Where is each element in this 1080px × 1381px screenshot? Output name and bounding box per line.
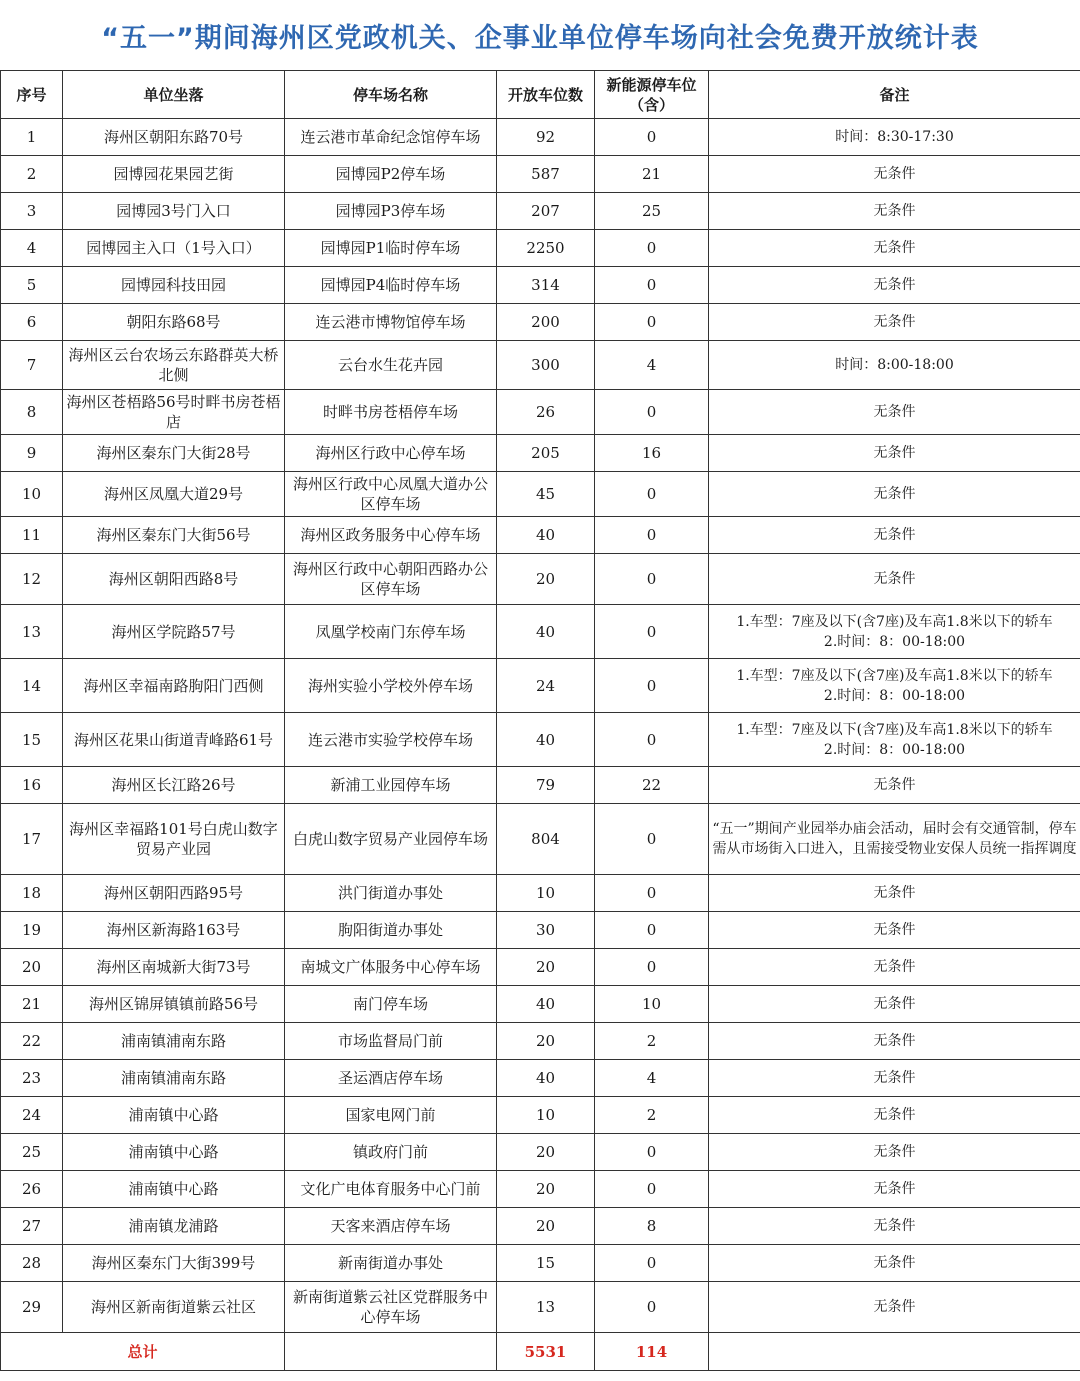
- cell-seq: 15: [1, 713, 63, 767]
- cell-ev: 0: [595, 659, 709, 713]
- cell-spaces: 200: [497, 304, 595, 341]
- cell-address: 海州区朝阳西路95号: [63, 875, 285, 912]
- cell-seq: 4: [1, 230, 63, 267]
- cell-note: 时间：8:30-17:30: [709, 119, 1080, 156]
- cell-ev: 0: [595, 230, 709, 267]
- cell-spaces: 10: [497, 875, 595, 912]
- cell-seq: 8: [1, 390, 63, 435]
- table-row: [1, 1060, 1080, 1097]
- cell-spaces: 40: [497, 605, 595, 659]
- cell-name: 白虎山数字贸易产业园停车场: [285, 804, 497, 875]
- cell-name: 园博园P1临时停车场: [285, 230, 497, 267]
- cell-ev: 4: [595, 341, 709, 390]
- cell-spaces: 10: [497, 1097, 595, 1134]
- header-note: 备注: [709, 71, 1080, 119]
- cell-name: 镇政府门前: [285, 1134, 497, 1171]
- note-line: 1.车型：7座及以下(含7座)及车高1.8米以下的轿车: [736, 613, 1053, 630]
- table-row: [1, 986, 1080, 1023]
- cell-address: 海州区凤凰大道29号: [63, 472, 285, 517]
- cell-name: 园博园P3停车场: [285, 193, 497, 230]
- table-row: [1, 1171, 1080, 1208]
- table-row: [1, 912, 1080, 949]
- cell-address: 浦南镇浦南东路: [63, 1060, 285, 1097]
- cell-spaces: 13: [497, 1282, 595, 1333]
- note-line: 2.时间：8：00-18:00: [823, 687, 966, 704]
- cell-ev: 0: [595, 1282, 709, 1333]
- cell-seq: 12: [1, 554, 63, 605]
- cell-name: 时畔书房苍梧停车场: [285, 390, 497, 435]
- cell-ev: 4: [595, 1060, 709, 1097]
- cell-seq: 6: [1, 304, 63, 341]
- note-line: 1.车型：7座及以下(含7座)及车高1.8米以下的轿车: [736, 721, 1053, 738]
- cell-note: 无条件: [709, 875, 1080, 912]
- cell-seq: 9: [1, 435, 63, 472]
- cell-note: 无条件: [709, 267, 1080, 304]
- table-row: [1, 517, 1080, 554]
- cell-seq: 16: [1, 767, 63, 804]
- cell-address: 浦南镇中心路: [63, 1171, 285, 1208]
- table-row: [1, 804, 1080, 875]
- note-line: 2.时间：8：00-18:00: [823, 741, 966, 758]
- total-row: [1, 1333, 1080, 1371]
- cell-spaces: 20: [497, 949, 595, 986]
- cell-address: 海州区秦东门大街399号: [63, 1245, 285, 1282]
- cell-name: 凤凰学校南门东停车场: [285, 605, 497, 659]
- cell-ev: 22: [595, 767, 709, 804]
- total-note-empty: [709, 1333, 1080, 1371]
- cell-ev: 0: [595, 713, 709, 767]
- cell-spaces: 40: [497, 713, 595, 767]
- cell-spaces: 20: [497, 1134, 595, 1171]
- cell-address: 浦南镇龙浦路: [63, 1208, 285, 1245]
- cell-name: 天客来酒店停车场: [285, 1208, 497, 1245]
- cell-seq: 1: [1, 119, 63, 156]
- cell-seq: 20: [1, 949, 63, 986]
- cell-name: 文化广电体育服务中心门前: [285, 1171, 497, 1208]
- cell-name: 连云港市博物馆停车场: [285, 304, 497, 341]
- cell-spaces: 30: [497, 912, 595, 949]
- header-ev: 新能源停车位（含）: [595, 71, 709, 119]
- cell-address: 园博园主入口（1号入口）: [63, 230, 285, 267]
- cell-seq: 22: [1, 1023, 63, 1060]
- cell-note: 无条件: [709, 1171, 1080, 1208]
- cell-address: 园博园3号门入口: [63, 193, 285, 230]
- cell-note: 无条件: [709, 304, 1080, 341]
- cell-spaces: 20: [497, 1171, 595, 1208]
- cell-seq: 24: [1, 1097, 63, 1134]
- cell-ev: 0: [595, 605, 709, 659]
- cell-address: 海州区新海路163号: [63, 912, 285, 949]
- header-address: 单位坐落: [63, 71, 285, 119]
- cell-name: 连云港市实验学校停车场: [285, 713, 497, 767]
- cell-address: 海州区朝阳东路70号: [63, 119, 285, 156]
- cell-note: [709, 605, 1080, 659]
- cell-seq: 27: [1, 1208, 63, 1245]
- cell-spaces: 45: [497, 472, 595, 517]
- cell-name: 南门停车场: [285, 986, 497, 1023]
- cell-spaces: 804: [497, 804, 595, 875]
- note-line: 2.时间：8：00-18:00: [823, 633, 966, 650]
- table-row: [1, 1134, 1080, 1171]
- cell-note: 无条件: [709, 517, 1080, 554]
- cell-ev: 0: [595, 472, 709, 517]
- cell-name: 国家电网门前: [285, 1097, 497, 1134]
- cell-address: 海州区学院路57号: [63, 605, 285, 659]
- cell-note: 无条件: [709, 435, 1080, 472]
- cell-ev: 0: [595, 912, 709, 949]
- cell-seq: 17: [1, 804, 63, 875]
- cell-spaces: 20: [497, 1208, 595, 1245]
- cell-note: 无条件: [709, 1097, 1080, 1134]
- cell-spaces: 40: [497, 517, 595, 554]
- cell-address: 海州区南城新大街73号: [63, 949, 285, 986]
- table-row: [1, 1097, 1080, 1134]
- cell-spaces: 20: [497, 1023, 595, 1060]
- table-row: [1, 1245, 1080, 1282]
- table-row: [1, 767, 1080, 804]
- cell-spaces: 300: [497, 341, 595, 390]
- table-row: [1, 875, 1080, 912]
- table-row: [1, 1282, 1080, 1333]
- cell-note: 无条件: [709, 949, 1080, 986]
- parking-table: [0, 70, 1080, 1371]
- cell-name: 园博园P2停车场: [285, 156, 497, 193]
- table-row: [1, 1023, 1080, 1060]
- cell-note: 无条件: [709, 1282, 1080, 1333]
- cell-address: 海州区朝阳西路8号: [63, 554, 285, 605]
- cell-address: 海州区长江路26号: [63, 767, 285, 804]
- cell-seq: 5: [1, 267, 63, 304]
- cell-seq: 7: [1, 341, 63, 390]
- cell-spaces: 587: [497, 156, 595, 193]
- cell-note: 无条件: [709, 1134, 1080, 1171]
- cell-name: 园博园P4临时停车场: [285, 267, 497, 304]
- cell-ev: 0: [595, 517, 709, 554]
- table-row: [1, 1208, 1080, 1245]
- cell-ev: 0: [595, 1171, 709, 1208]
- cell-note: 无条件: [709, 472, 1080, 517]
- cell-name: 市场监督局门前: [285, 1023, 497, 1060]
- note-line: 1.车型：7座及以下(含7座)及车高1.8米以下的轿车: [736, 667, 1053, 684]
- cell-note: 无条件: [709, 193, 1080, 230]
- cell-note: [709, 659, 1080, 713]
- cell-ev: 0: [595, 554, 709, 605]
- cell-note: 无条件: [709, 986, 1080, 1023]
- cell-note: 无条件: [709, 156, 1080, 193]
- cell-note: 无条件: [709, 912, 1080, 949]
- cell-ev: 0: [595, 390, 709, 435]
- cell-note: 无条件: [709, 1245, 1080, 1282]
- cell-note: [709, 713, 1080, 767]
- cell-note: 无条件: [709, 1060, 1080, 1097]
- cell-ev: 0: [595, 304, 709, 341]
- cell-spaces: 79: [497, 767, 595, 804]
- total-spaces: 5531: [497, 1333, 595, 1371]
- cell-seq: 2: [1, 156, 63, 193]
- cell-name: 云台水生花卉园: [285, 341, 497, 390]
- cell-ev: 0: [595, 804, 709, 875]
- total-empty: [285, 1333, 497, 1371]
- table-row: [1, 605, 1080, 659]
- cell-address: 海州区花果山街道青峰路61号: [63, 713, 285, 767]
- cell-ev: 10: [595, 986, 709, 1023]
- total-ev: 114: [595, 1333, 709, 1371]
- cell-ev: 2: [595, 1097, 709, 1134]
- cell-address: 海州区云台农场云东路群英大桥北侧: [63, 341, 285, 390]
- cell-address: 浦南镇中心路: [63, 1097, 285, 1134]
- cell-address: 海州区新南街道紫云社区: [63, 1282, 285, 1333]
- cell-spaces: 207: [497, 193, 595, 230]
- table-row: [1, 659, 1080, 713]
- cell-ev: 25: [595, 193, 709, 230]
- cell-address: 浦南镇中心路: [63, 1134, 285, 1171]
- table-row: [1, 949, 1080, 986]
- cell-seq: 10: [1, 472, 63, 517]
- cell-name: 海州区行政中心朝阳西路办公区停车场: [285, 554, 497, 605]
- table-row: [1, 435, 1080, 472]
- table-row: [1, 341, 1080, 390]
- cell-address: 海州区秦东门大街56号: [63, 517, 285, 554]
- table-row: [1, 156, 1080, 193]
- cell-seq: 14: [1, 659, 63, 713]
- cell-name: 朐阳街道办事处: [285, 912, 497, 949]
- cell-ev: 2: [595, 1023, 709, 1060]
- header-spaces: 开放车位数: [497, 71, 595, 119]
- cell-name: 圣运酒店停车场: [285, 1060, 497, 1097]
- cell-address: 海州区秦东门大街28号: [63, 435, 285, 472]
- cell-spaces: 26: [497, 390, 595, 435]
- cell-spaces: 24: [497, 659, 595, 713]
- cell-spaces: 20: [497, 554, 595, 605]
- cell-spaces: 314: [497, 267, 595, 304]
- cell-seq: 21: [1, 986, 63, 1023]
- cell-name: 洪门街道办事处: [285, 875, 497, 912]
- cell-ev: 0: [595, 267, 709, 304]
- cell-name: 海州实验小学校外停车场: [285, 659, 497, 713]
- cell-spaces: 40: [497, 986, 595, 1023]
- cell-name: 新南街道办事处: [285, 1245, 497, 1282]
- header-seq: 序号: [1, 71, 63, 119]
- cell-note: 无条件: [709, 390, 1080, 435]
- cell-seq: 13: [1, 605, 63, 659]
- cell-spaces: 2250: [497, 230, 595, 267]
- cell-ev: 0: [595, 1245, 709, 1282]
- cell-note: 无条件: [709, 554, 1080, 605]
- cell-name: 新南街道紫云社区党群服务中心停车场: [285, 1282, 497, 1333]
- cell-ev: 8: [595, 1208, 709, 1245]
- cell-seq: 11: [1, 517, 63, 554]
- cell-seq: 29: [1, 1282, 63, 1333]
- cell-seq: 23: [1, 1060, 63, 1097]
- cell-note: 无条件: [709, 1023, 1080, 1060]
- cell-spaces: 15: [497, 1245, 595, 1282]
- table-row: [1, 193, 1080, 230]
- cell-seq: 3: [1, 193, 63, 230]
- page-title: “五一”期间海州区党政机关、企事业单位停车场向社会免费开放统计表: [101, 22, 979, 54]
- cell-name: 连云港市革命纪念馆停车场: [285, 119, 497, 156]
- cell-name: 海州区政务服务中心停车场: [285, 517, 497, 554]
- cell-seq: 28: [1, 1245, 63, 1282]
- table-row: [1, 119, 1080, 156]
- cell-name: 海州区行政中心停车场: [285, 435, 497, 472]
- cell-ev: 16: [595, 435, 709, 472]
- table-row: [1, 390, 1080, 435]
- total-label: 总计: [1, 1333, 285, 1371]
- cell-ev: 0: [595, 119, 709, 156]
- table-row: [1, 713, 1080, 767]
- cell-note: 无条件: [709, 767, 1080, 804]
- table-row: [1, 230, 1080, 267]
- header-name: 停车场名称: [285, 71, 497, 119]
- cell-note: 无条件: [709, 230, 1080, 267]
- table-row: [1, 554, 1080, 605]
- cell-address: 园博园科技田园: [63, 267, 285, 304]
- cell-name: 海州区行政中心凤凰大道办公区停车场: [285, 472, 497, 517]
- cell-address: 浦南镇浦南东路: [63, 1023, 285, 1060]
- cell-spaces: 40: [497, 1060, 595, 1097]
- cell-seq: 25: [1, 1134, 63, 1171]
- cell-note: “五一”期间产业园举办庙会活动，届时会有交通管制，停车需从市场街入口进入，且需接受物业安保人员统一指挥调度: [709, 804, 1080, 875]
- cell-note: 无条件: [709, 1208, 1080, 1245]
- table-row: [1, 472, 1080, 517]
- cell-seq: 19: [1, 912, 63, 949]
- header-row: [1, 71, 1080, 119]
- cell-seq: 18: [1, 875, 63, 912]
- table-row: [1, 267, 1080, 304]
- cell-ev: 0: [595, 875, 709, 912]
- cell-address: 海州区幸福南路朐阳门西侧: [63, 659, 285, 713]
- cell-spaces: 205: [497, 435, 595, 472]
- cell-name: 南城文广体服务中心停车场: [285, 949, 497, 986]
- table-row: [1, 304, 1080, 341]
- cell-ev: 0: [595, 949, 709, 986]
- cell-address: 海州区苍梧路56号时畔书房苍梧店: [63, 390, 285, 435]
- cell-note: 时间：8:00-18:00: [709, 341, 1080, 390]
- cell-address: 海州区幸福路101号白虎山数字贸易产业园: [63, 804, 285, 875]
- cell-ev: 0: [595, 1134, 709, 1171]
- cell-seq: 26: [1, 1171, 63, 1208]
- cell-address: 朝阳东路68号: [63, 304, 285, 341]
- cell-address: 海州区锦屏镇镇前路56号: [63, 986, 285, 1023]
- cell-spaces: 92: [497, 119, 595, 156]
- cell-ev: 21: [595, 156, 709, 193]
- cell-address: 园博园花果园艺街: [63, 156, 285, 193]
- cell-name: 新浦工业园停车场: [285, 767, 497, 804]
